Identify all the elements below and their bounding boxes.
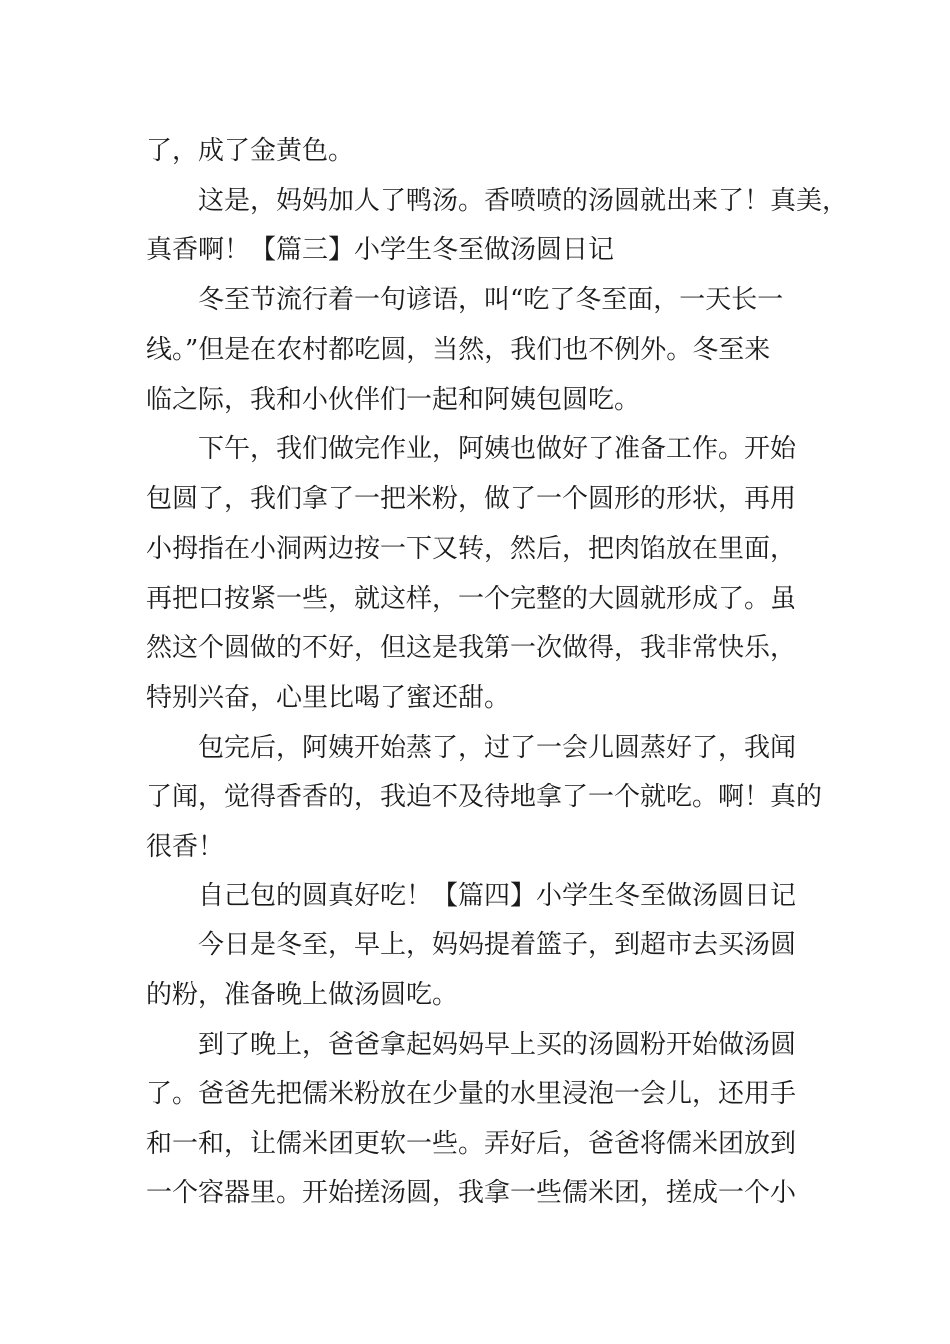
- text-line-10: 再把口按紧一些，就这样，一个完整的大圆就形成了。虽: [146, 584, 797, 614]
- text-line-4: 冬至节流行着一句谚语，叫“吃了冬至面，一天长一: [198, 285, 784, 315]
- text-line-22: 一个容器里。开始搓汤圆，我拿一些儒米团，搓成一个小: [146, 1178, 797, 1208]
- text-line-8: 包圆了，我们拿了一把米粉，做了一个圆形的形状，再用: [146, 484, 797, 514]
- text-line-5: 线。”但是在农村都吃圆，当然，我们也不例外。冬至来: [146, 335, 771, 365]
- text-line-11: 然这个圆做的不好，但这是我第一次做得，我非常快乐，: [146, 633, 797, 663]
- text-line-7: 下午，我们做完作业，阿姨也做好了准备工作。开始: [198, 434, 797, 464]
- text-line-14: 了闻，觉得香香的，我迫不及待地拿了一个就吃。啊！真的: [146, 782, 823, 812]
- text-line-1: 了，成了金黄色。: [146, 136, 355, 166]
- text-line-3: 真香啊！【篇三】小学生冬至做汤圆日记: [146, 235, 615, 265]
- text-line-12: 特别兴奋，心里比喝了蜜还甜。: [146, 683, 511, 713]
- text-line-2: 这是，妈妈加人了鸭汤。香喷喷的汤圆就出来了！真美，: [198, 186, 849, 216]
- text-line-19: 到了晚上，爸爸拿起妈妈早上买的汤圆粉开始做汤圆: [198, 1030, 797, 1060]
- text-line-6: 临之际，我和小伙伴们一起和阿姨包圆吃。: [146, 385, 641, 415]
- text-line-18: 的粉，准备晚上做汤圆吃。: [146, 980, 459, 1010]
- text-line-13: 包完后，阿姨开始蒸了，过了一会儿圆蒸好了，我闻: [198, 733, 797, 763]
- text-line-20: 了。爸爸先把儒米粉放在少量的水里浸泡一会儿，还用手: [146, 1079, 797, 1109]
- text-line-9: 小拇指在小洞两边按一下又转，然后，把肉馅放在里面，: [146, 534, 797, 564]
- text-line-15: 很香！: [146, 832, 225, 862]
- text-line-17: 今日是冬至，早上，妈妈提着篮子，到超市去买汤圆: [198, 930, 797, 960]
- text-line-16: 自己包的圆真好吃！【篇四】小学生冬至做汤圆日记: [198, 881, 797, 911]
- text-line-21: 和一和，让儒米团更软一些。弄好后，爸爸将儒米团放到: [146, 1129, 797, 1159]
